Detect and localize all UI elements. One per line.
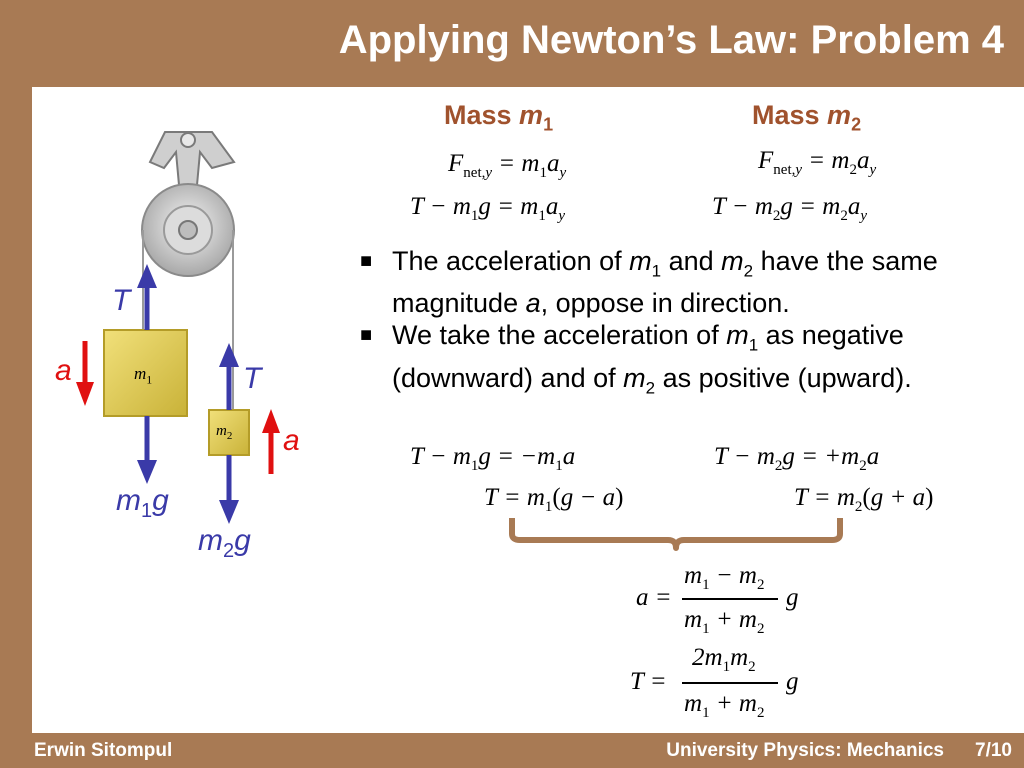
heading-mass-m1: Mass $m_1$ — [444, 100, 554, 135]
page-number: 7/10 — [975, 740, 1012, 761]
footer-author: Erwin Sitompul — [34, 740, 173, 761]
eq-m2-net: $F_{net,y} = m_2a_y$ — [758, 147, 877, 178]
footer-course: University Physics: Mechanics — [666, 740, 944, 761]
weight-label-m2: $m_2g$ — [198, 524, 251, 562]
tension-label-m2: T — [243, 362, 262, 395]
result-tension: T = $2m_1m_2$ $m_1 + m_2$ g — [630, 644, 799, 721]
eq-m1-expand: $T - m_1g = m_1a_y$ — [410, 193, 565, 224]
eq-m1-tension: $T = m_1(g - a)$ — [484, 484, 624, 515]
accel-label-m1: a — [55, 354, 72, 387]
eq-m2-signed: $T - m_2g = +m_2a$ — [714, 443, 880, 474]
bullet-marker-icon: ■ — [360, 250, 373, 272]
eq-m2-expand: $T - m_2g = m_2a_y$ — [712, 193, 867, 224]
bullet-item: ■ We take the acceleration of $m_1$ as negative (downward) and of $m_2$ as positive (upward). — [360, 320, 912, 398]
eq-m1-net: $F_{net,y} = m_1a_y$ — [448, 150, 567, 181]
bullet-item: ■ The acceleration of $m_1$ and $m_2$ have the same magnitude a, oppose in direction. — [360, 246, 938, 319]
block1-label: $m_1$ — [134, 364, 153, 387]
heading-mass-m2: Mass $m_2$ — [752, 100, 862, 135]
eq-m2-tension: $T = m_2(g + a)$ — [794, 484, 934, 515]
weight-label-m1: $m_1g$ — [116, 484, 169, 522]
bullet-marker-icon: ■ — [360, 324, 373, 347]
block2-label: $m_2$ — [216, 423, 233, 442]
fraction-bar — [682, 682, 778, 684]
fraction-bar — [682, 598, 778, 600]
tension-label-m1: T — [112, 284, 131, 317]
accel-label-m2: a — [283, 424, 300, 457]
result-acceleration: a = $m_1 - m_2$ $m_1 + m_2$ g — [636, 562, 799, 637]
slide-title: Applying Newton’s Law: Problem 4 — [338, 18, 1004, 62]
eq-m1-signed: $T - m_1g = -m_1a$ — [410, 443, 576, 474]
